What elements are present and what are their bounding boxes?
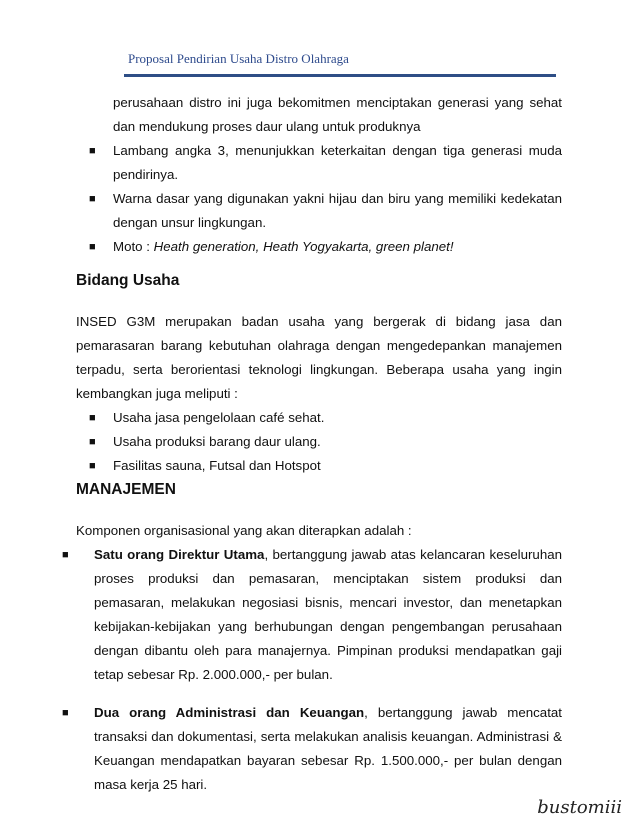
list-item [62,543,563,687]
list-item-text: Lambang angka 3, menunjukkan keterkaitan dengan tiga generasi muda pendirinya. [113,143,562,182]
bidang-paragraph: INSED G3M merupakan badan usaha yang bergerak di bidang jasa dan pemarasaran barang kebutuhan olahraga dengan mengedepankan manajemen terpadu, serta berorientasi teknologi lingkungan. Beberapa usaha yang ingin kembangkan juga meliputi : [76,314,562,401]
intro-continuation: perusahaan distro ini juga bekomitmen menciptakan generasi yang sehat dan mendukung proses daur ulang untuk produknya [113,95,562,134]
list-item [76,430,562,454]
bullet-icon: ■ [89,436,96,448]
list-item [76,406,562,430]
section-heading-bidang-usaha: Bidang Usaha [76,272,180,289]
list-item [62,701,562,797]
list-item [76,454,562,478]
list-spacer [76,687,562,701]
bullet-icon: ■ [89,460,96,472]
bidang-bullet-list [76,406,562,478]
moto-label: Moto : [113,239,154,254]
document-header-title: Proposal Pendirian Usaha Distro Olahraga [128,51,349,66]
section-heading-manajemen: MANAJEMEN [76,481,176,498]
bullet-icon: ■ [89,145,96,157]
list-item-text: Warna dasar yang digunakan yakni hijau dan biru yang memiliki kedekatan dengan unsur lingkungan. [113,191,562,230]
role-description: , bertanggung jawab mencatat transaksi dan dokumentasi, serta melakukan analisis keuangan. Administrasi & Keuangan mendapatkan bayaran sebesar Rp. 1.500.000,- per bulan dengan masa kerja 25 hari. [94,705,562,792]
intro-bullet-list [76,139,562,259]
list-item [76,187,562,235]
bullet-icon: ■ [62,707,69,719]
moto-item [76,235,562,259]
watermark-signature: bustomiii [537,797,622,818]
bullet-icon: ■ [89,241,96,253]
list-item [76,139,562,187]
bullet-icon: ■ [62,549,69,561]
bullet-icon: ■ [89,193,96,205]
moto-text: Heath generation, Heath Yogyakarta, green planet! [153,239,454,254]
list-item-text: Fasilitas sauna, Futsal dan Hotspot [113,458,321,473]
role-title: Dua orang Administrasi dan Keuangan [94,705,365,720]
bullet-icon: ■ [89,412,96,424]
page-content [62,91,563,797]
manajemen-list [62,543,563,797]
manajemen-intro: Komponen organisasional yang akan diterapkan adalah : [76,523,412,538]
header-rule [124,74,556,77]
list-item-text: Usaha jasa pengelolaan café sehat. [113,410,325,425]
role-title: Satu orang Direktur Utama [94,547,265,562]
role-description: , bertanggung jawab atas kelancaran keseluruhan proses produksi dan pemasaran, menciptakan sistem produksi dan pemasaran, melakukan negosiasi bisnis, mencari investor, dan menetapkan kebijakan-kebijakan yang berhubungan dengan pengembangan perusahaan dengan dibantu oleh para manajernya. Pimpinan produksi mendapatkan gaji tetap sebesar Rp. 2.000.000,- per bulan. [94,547,563,682]
list-item-text: Usaha produksi barang daur ulang. [113,434,321,449]
